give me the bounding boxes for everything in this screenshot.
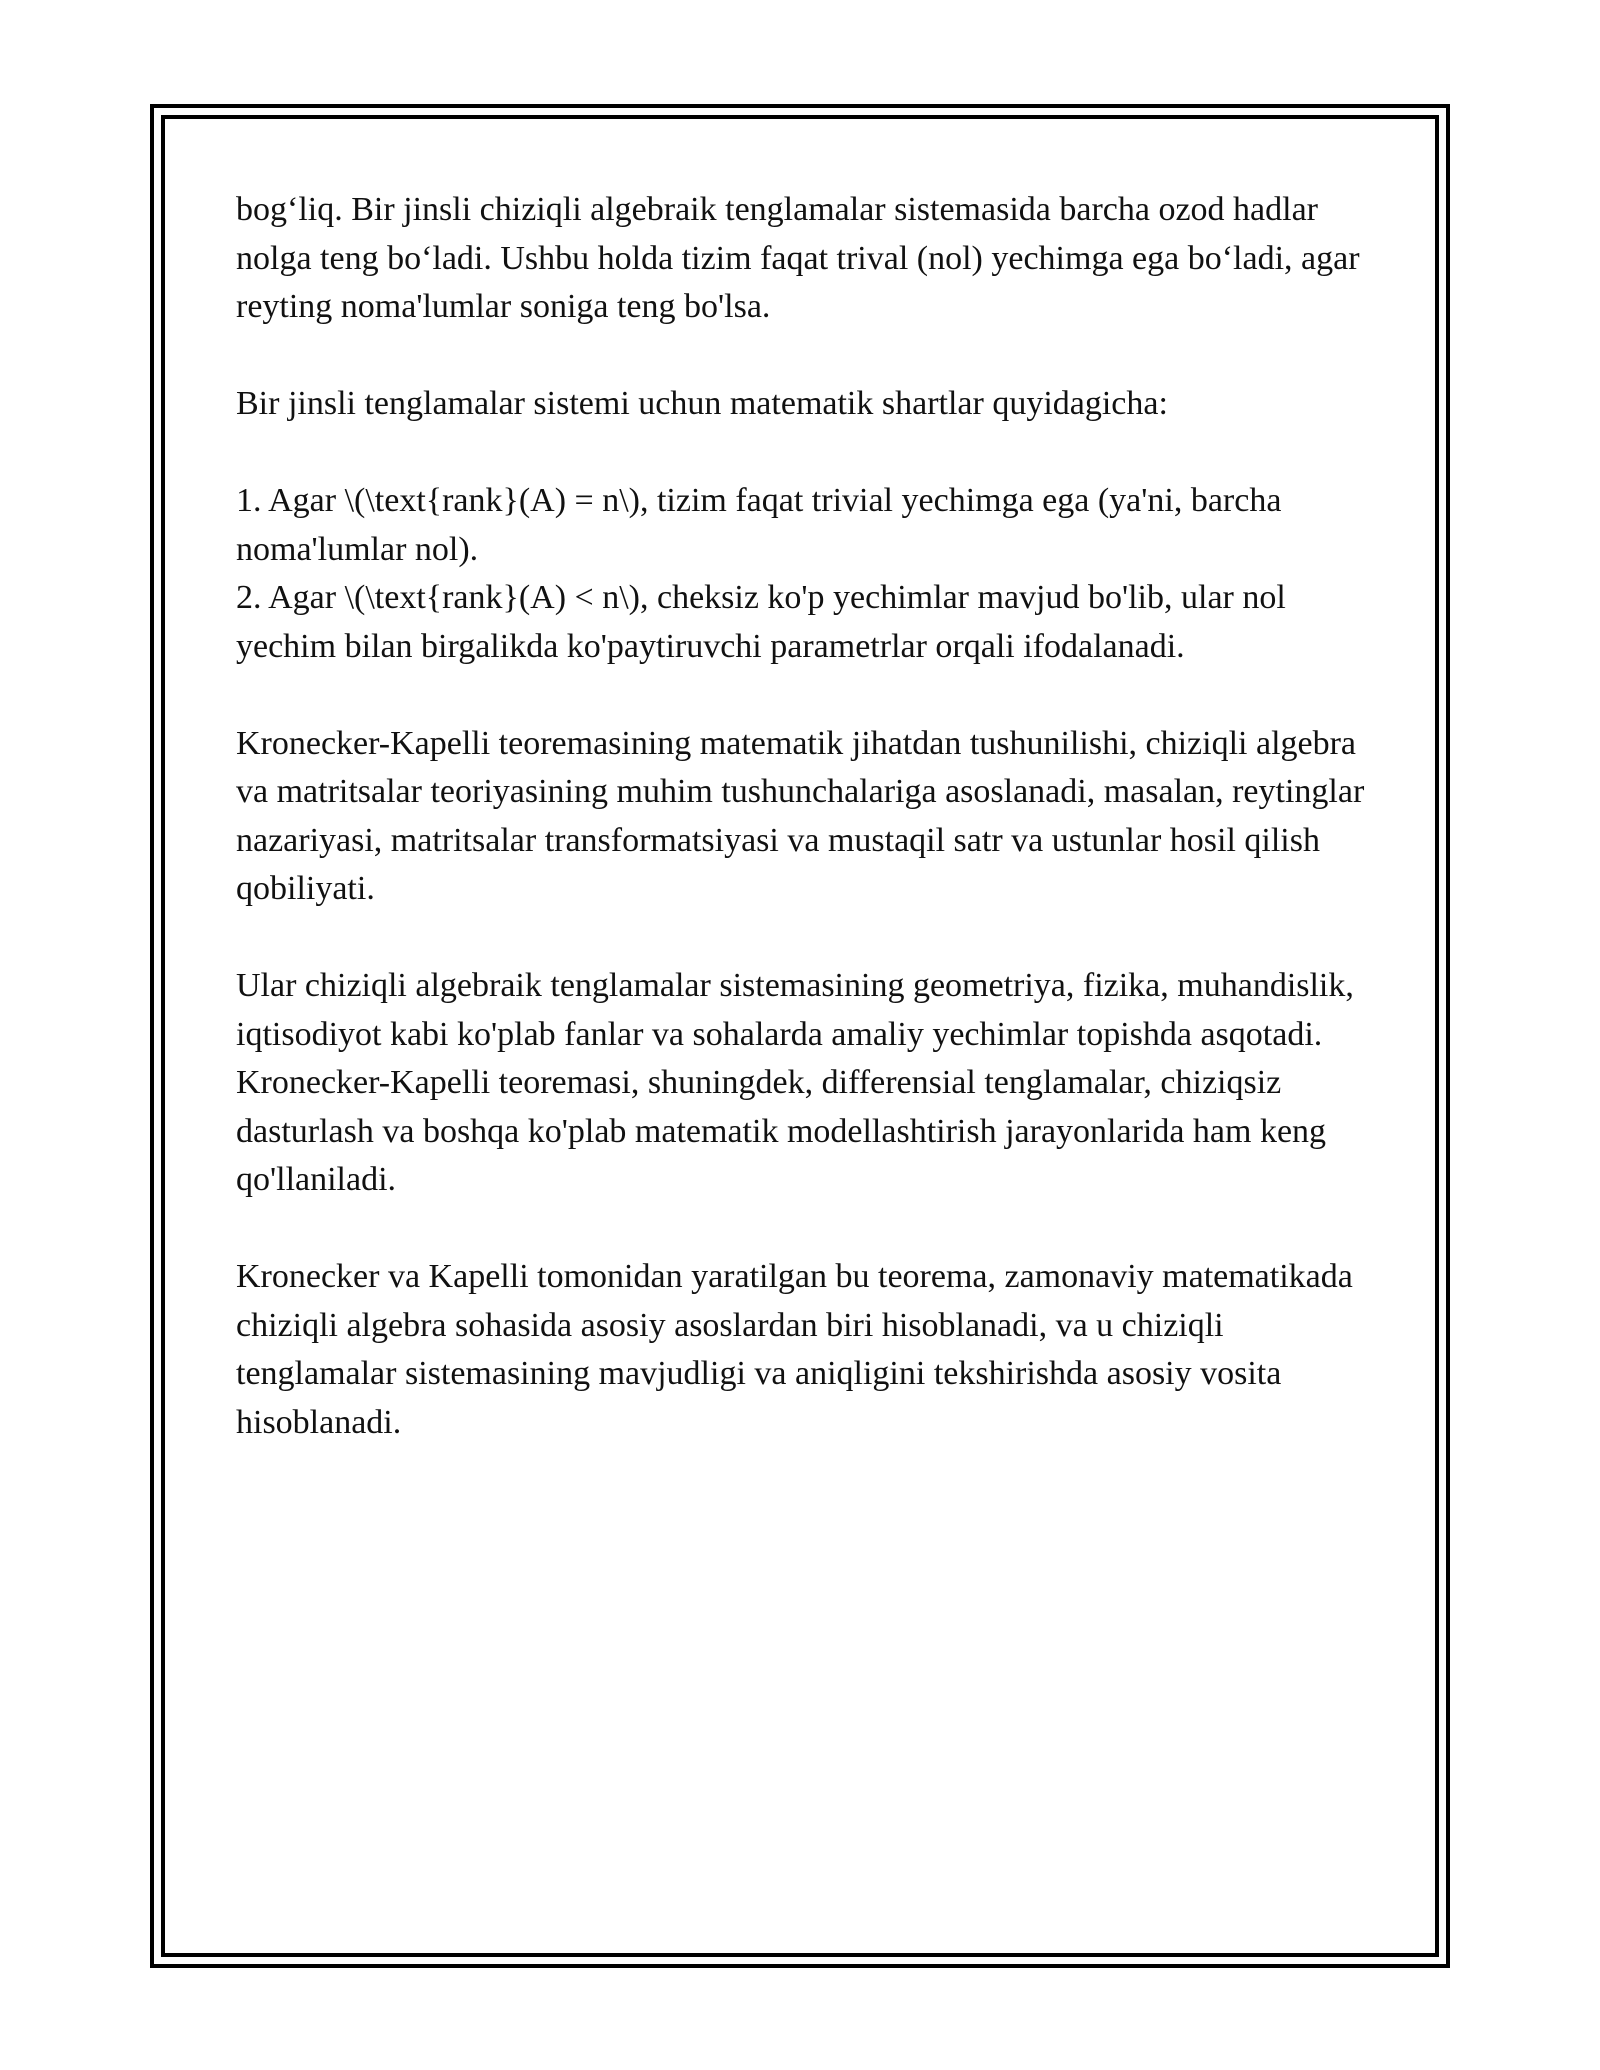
- list-item-condition-1: 1. Agar \(\text{rank}(A) = n\), tizim faqat trivial yechimga ega (ya'ni, barcha noma'lumlar nol).: [236, 482, 1282, 568]
- paragraph-applications: Ular chiziqli algebraik tenglamalar sistemasining geometriya, fizika, muhandislik, iqtisodiyot kabi ko'plab fanlar va sohalarda amaliy yechimlar topishda asqotadi. Kronecker-Kapelli teoremasi, shuningdek, differensial tenglamalar, chiziqsiz dasturlash va boshqa ko'plab matematik modellashtirish jarayonlarida ham keng qo'llaniladi.: [236, 967, 1354, 1198]
- document-body: [236, 186, 1386, 1496]
- paragraph-continuation: bog‘liq. Bir jinsli chiziqli algebraik tenglamalar sistemasida barcha ozod hadlar nolga teng bo‘ladi. Ushbu holda tizim faqat trival (nol) yechimga ega bo‘ladi, agar reyting noma'lumlar soniga teng bo'lsa.: [236, 191, 1360, 325]
- paragraph-conclusion: Kronecker va Kapelli tomonidan yaratilgan bu teorema, zamonaviy matematikada chiziqli algebra sohasida asosiy asoslardan biri hisoblanadi, va u chiziqli tenglamalar sistemasining mavjudligi va aniqligini tekshirishda asosiy vosita hisoblanadi.: [236, 1258, 1353, 1441]
- paragraph-theorem-understanding: Kronecker-Kapelli teoremasining matematik jihatdan tushunilishi, chiziqli algebra va matritsalar teoriyasining muhim tushunchalariga asoslanadi, masalan, reytinglar nazariyasi, matritsalar transformatsiyasi va mustaqil satr va ustunlar hosil qilish qobiliyati.: [236, 724, 1365, 907]
- list-item-condition-2: 2. Agar \(\text{rank}(A) < n\), cheksiz ko'p yechimlar mavjud bo'lib, ular nol yechim bilan birgalikda ko'paytiruvchi parametrlar orqali ifodalanadi.: [236, 579, 1286, 665]
- paragraph-conditions-intro: Bir jinsli tenglamalar sistemi uchun matematik shartlar quyidagicha:: [236, 385, 1168, 422]
